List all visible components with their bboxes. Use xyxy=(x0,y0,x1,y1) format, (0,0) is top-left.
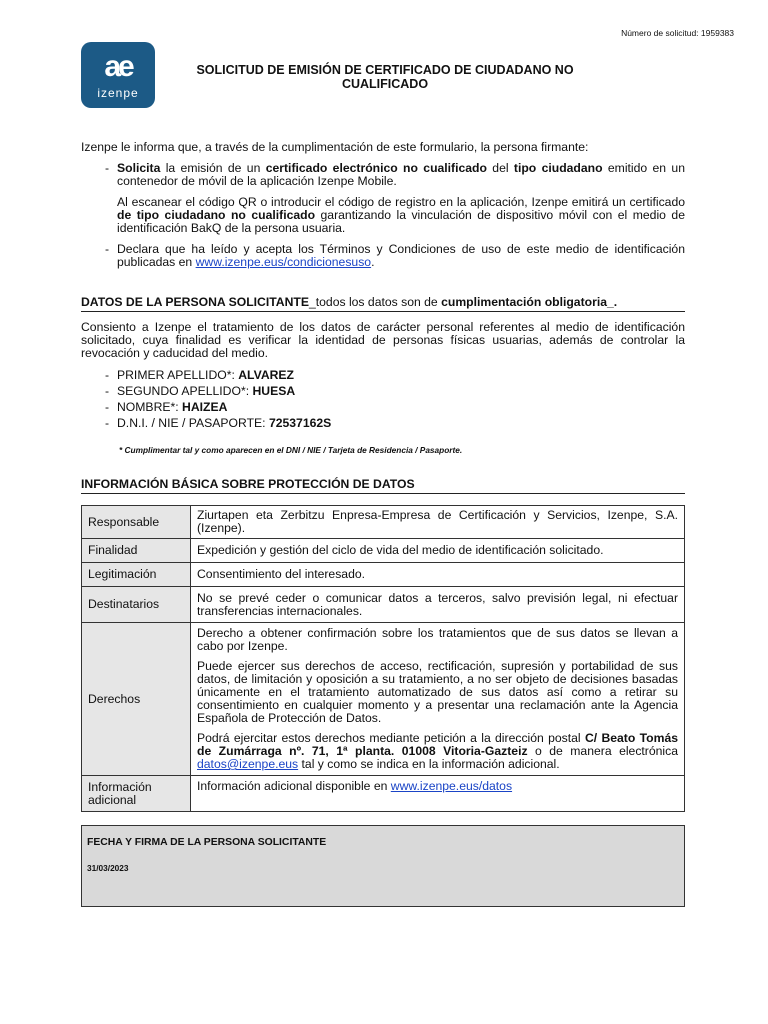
applicant-section xyxy=(81,296,685,457)
bullet-declara: - Declara que ha leído y acepta los Términos y Condiciones de uso de este medio de identificación publicadas en www.izenpe.eus/condicionesuso. xyxy=(81,243,685,269)
fill-note: * Cumplimentar tal y como aparecen en el DNI / NIE / Tarjeta de Residencia / Pasaporte. xyxy=(119,445,463,455)
privacy-link[interactable]: www.izenpe.eus/datos xyxy=(390,779,513,793)
row-value: Ziurtapen eta Zerbitzu Enpresa-Empresa de Certificación y Servicios, Izenpe, S.A. (Izenpe). xyxy=(191,506,685,539)
table-row xyxy=(82,587,685,623)
bullet-solicita: - Solicita la emisión de un certificado electrónico no cualificado del tipo ciudadano emitido en un contenedor de móvil de la aplicación Izenpe Mobile. xyxy=(81,162,685,188)
field-name: - NOMBRE*: HAIZEA xyxy=(81,401,685,414)
privacy-section xyxy=(81,478,685,812)
rights-paragraph: Derecho a obtener confirmación sobre los tratamientos que de sus datos se llevan a cabo por Izenpe. xyxy=(197,626,678,653)
rights-paragraph: Puede ejercer sus derechos de acceso, rectificación, supresión y portabilidad de sus datos, de limitación y oposición a su tratamiento, a no ser objeto de decisiones basadas únicamente en el tratamiento automatizado de sus datos así como a retirar su consentimiento en cualquier momento y a presentar una reclamación ante la Agencia Española de Protección de Datos. xyxy=(197,659,678,725)
row-value: No se prevé ceder o comunicar datos a terceros, salvo previsión legal, ni efectuar transferencias internacionales. xyxy=(191,587,685,623)
logo-symbol: ae xyxy=(104,50,132,83)
row-label: Información adicional xyxy=(82,776,191,812)
izenpe-logo xyxy=(81,42,155,108)
privacy-heading: INFORMACIÓN BÁSICA SOBRE PROTECCIÓN DE DATOS xyxy=(81,478,685,494)
request-number: Número de solicitud: 1959383 xyxy=(621,28,734,38)
intro-section xyxy=(81,141,685,269)
table-row xyxy=(82,563,685,587)
row-label: Destinatarios xyxy=(82,587,191,623)
privacy-table xyxy=(81,505,685,812)
applicant-fields xyxy=(81,369,685,430)
consent-text: Consiento a Izenpe el tratamiento de los datos de carácter personal referentes al medio de identificación solicitado, cuya finalidad es verificar la identidad de personas físicas usuarias, además de controlar la revocación y caducidad del medio. xyxy=(81,320,685,360)
row-label: Responsable xyxy=(82,506,191,539)
row-label: Finalidad xyxy=(82,539,191,563)
row-value: Información adicional disponible en www.izenpe.eus/datos xyxy=(191,776,685,812)
row-label: Legitimación xyxy=(82,563,191,587)
rights-paragraph: Podrá ejercitar estos derechos mediante petición a la dirección postal C/ Beato Tomás de Zumárraga nº. 71, 1ª planta. 01008 Vitoria-Gazteiz o de manera electrónica datos@izenpe.eus tal y como se indica en la información adicional. xyxy=(197,731,679,771)
row-label: Derechos xyxy=(82,623,191,776)
field-second-surname: - SEGUNDO APELLIDO*: HUESA xyxy=(81,385,685,398)
table-row xyxy=(82,539,685,563)
table-row xyxy=(82,623,685,776)
row-value: Expedición y gestión del ciclo de vida del medio de identificación solicitado. xyxy=(191,539,685,563)
email-link[interactable]: datos@izenpe.eus xyxy=(197,757,299,771)
signature-section xyxy=(81,825,685,907)
row-value: Consentimiento del interesado. xyxy=(191,563,685,587)
table-row xyxy=(82,506,685,539)
conditions-link[interactable]: www.izenpe.eus/condicionesuso xyxy=(195,255,372,269)
qr-paragraph: Al escanear el código QR o introducir el código de registro en la aplicación, Izenpe emitirá un certificado de tipo ciudadano no cualificado garantizando la vinculación de dispositivo móvil con el medio de identificación BakQ de la persona usuaria. xyxy=(117,195,685,235)
signature-date: 31/03/2023 xyxy=(87,863,129,873)
logo-text: izenpe xyxy=(97,86,139,100)
intro-lead: Izenpe le informa que, a través de la cumplimentación de este formulario, la persona firmante: xyxy=(81,140,589,154)
table-row xyxy=(82,776,685,812)
field-id-number: - D.N.I. / NIE / PASAPORTE: 72537162S xyxy=(81,417,685,430)
applicant-heading: DATOS DE LA PERSONA SOLICITANTE_todos los datos son de cumplimentación obligatoria_. xyxy=(81,296,685,312)
field-first-surname: - PRIMER APELLIDO*: ALVAREZ xyxy=(81,369,685,382)
row-value xyxy=(191,623,685,776)
document-title: SOLICITUD DE EMISIÓN DE CERTIFICADO DE CIUDADANO NO CUALIFICADO xyxy=(196,63,574,91)
signature-title: FECHA Y FIRMA DE LA PERSONA SOLICITANTE xyxy=(87,837,327,848)
signature-box[interactable] xyxy=(81,825,685,907)
